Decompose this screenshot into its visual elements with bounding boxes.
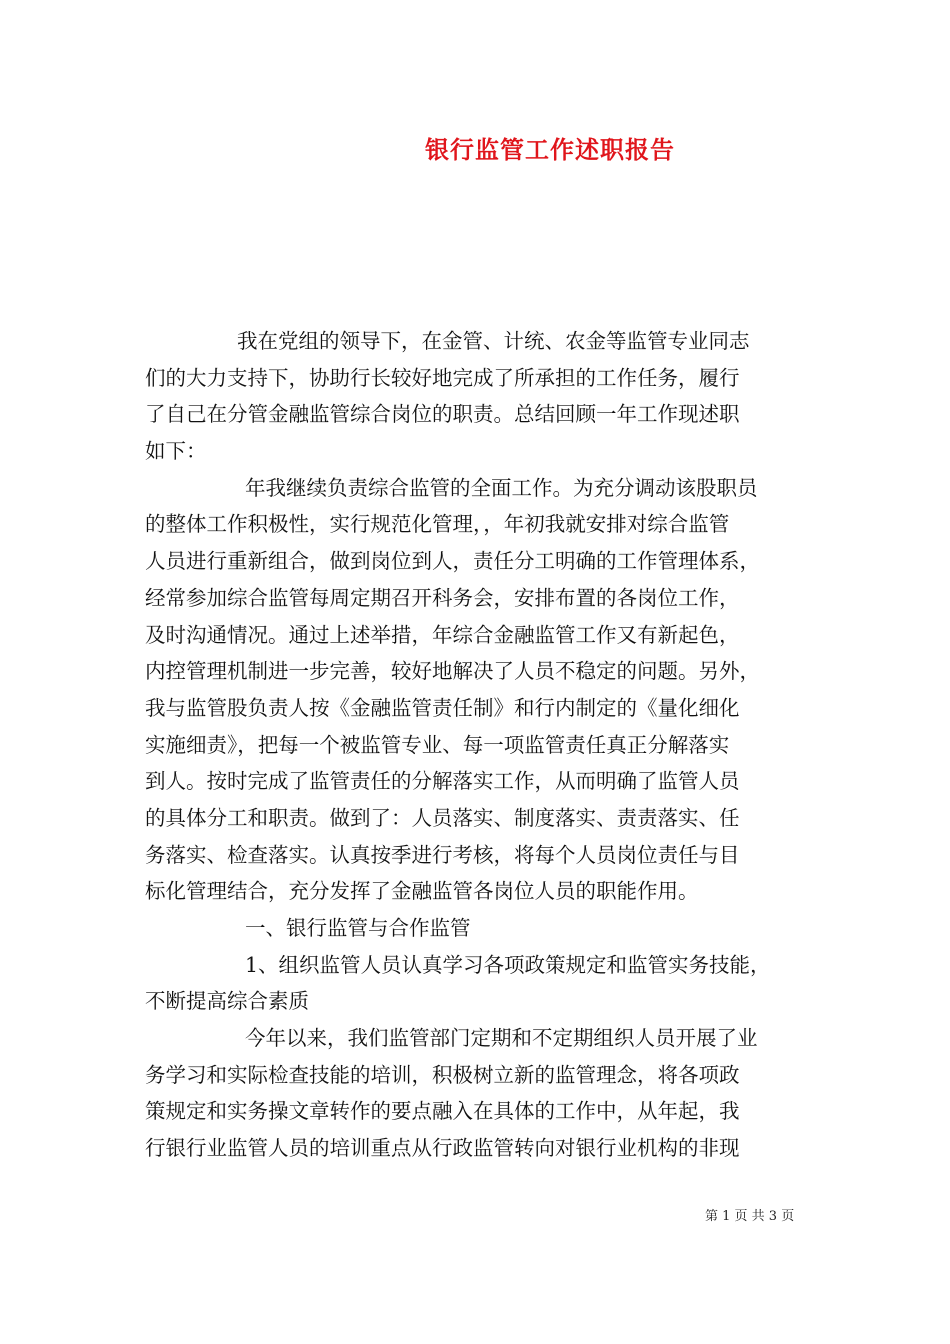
subsection-heading-cont: 不断提高综合素质 xyxy=(145,989,309,1014)
body-line: 的整体工作积极性，实行规范化管理，，年初我就安排对综合监管 xyxy=(145,512,730,537)
body-line: 我与监管股负责人按《金融监管责任制》和行内制定的《量化细化 xyxy=(145,695,740,720)
body-line: 到人。按时完成了监管责任的分解落实工作，从而明确了监管人员 xyxy=(145,769,740,794)
body-line: 标化管理结合，充分发挥了金融监管各岗位人员的职能作用。 xyxy=(145,879,699,904)
body-line: 的具体分工和职责。做到了：人员落实、制度落实、责责落实、任 xyxy=(145,805,740,830)
subsection-heading: 1、组织监管人员认真学习各项政策规定和监管实务技能， xyxy=(245,952,771,977)
body-line: 们的大力支持下，协助行长较好地完成了所承担的工作任务，履行 xyxy=(145,365,740,390)
body-line: 实施细责》，把每一个被监管专业、每一项监管责任真正分解落实 xyxy=(145,732,730,757)
page-number-footer: 第 1 页 共 3 页 xyxy=(705,1209,795,1224)
section-heading: 一、银行监管与合作监管 xyxy=(245,916,471,940)
body-line: 我在党组的领导下，在金管、计统、农金等监管专业同志 xyxy=(237,329,750,353)
body-line: 内控管理机制进一步完善，较好地解决了人员不稳定的问题。另外， xyxy=(145,659,760,684)
document-title: 银行监管工作述职报告 xyxy=(425,135,675,164)
body-line: 了自己在分管金融监管综合岗位的职责。总结回顾一年工作现述职 xyxy=(145,402,740,427)
body-line: 务落实、检查落实。认真按季进行考核，将每个人员岗位责任与目 xyxy=(145,842,740,867)
body-line: 策规定和实务操文章转作的要点融入在具体的工作中，从年起，我 xyxy=(145,1099,740,1124)
body-line: 人员进行重新组合，做到岗位到人，责任分工明确的工作管理体系， xyxy=(145,549,760,574)
body-line: 及时沟通情况。通过上述举措，年综合金融监管工作又有新起色， xyxy=(145,622,740,647)
body-line: 经常参加综合监管每周定期召开科务会，安排布置的各岗位工作， xyxy=(145,585,740,610)
body-line: 如下： xyxy=(145,439,207,464)
body-line: 行银行业监管人员的培训重点从行政监管转向对银行业机构的非现 xyxy=(145,1136,740,1161)
document-body xyxy=(145,323,805,1167)
body-line: 年我继续负责综合监管的全面工作。为充分调动该股职员 xyxy=(245,475,758,500)
body-line: 务学习和实际检查技能的培训，积极树立新的监管理念，将各项政 xyxy=(145,1062,740,1087)
body-line: 今年以来，我们监管部门定期和不定期组织人员开展了业 xyxy=(245,1026,758,1051)
